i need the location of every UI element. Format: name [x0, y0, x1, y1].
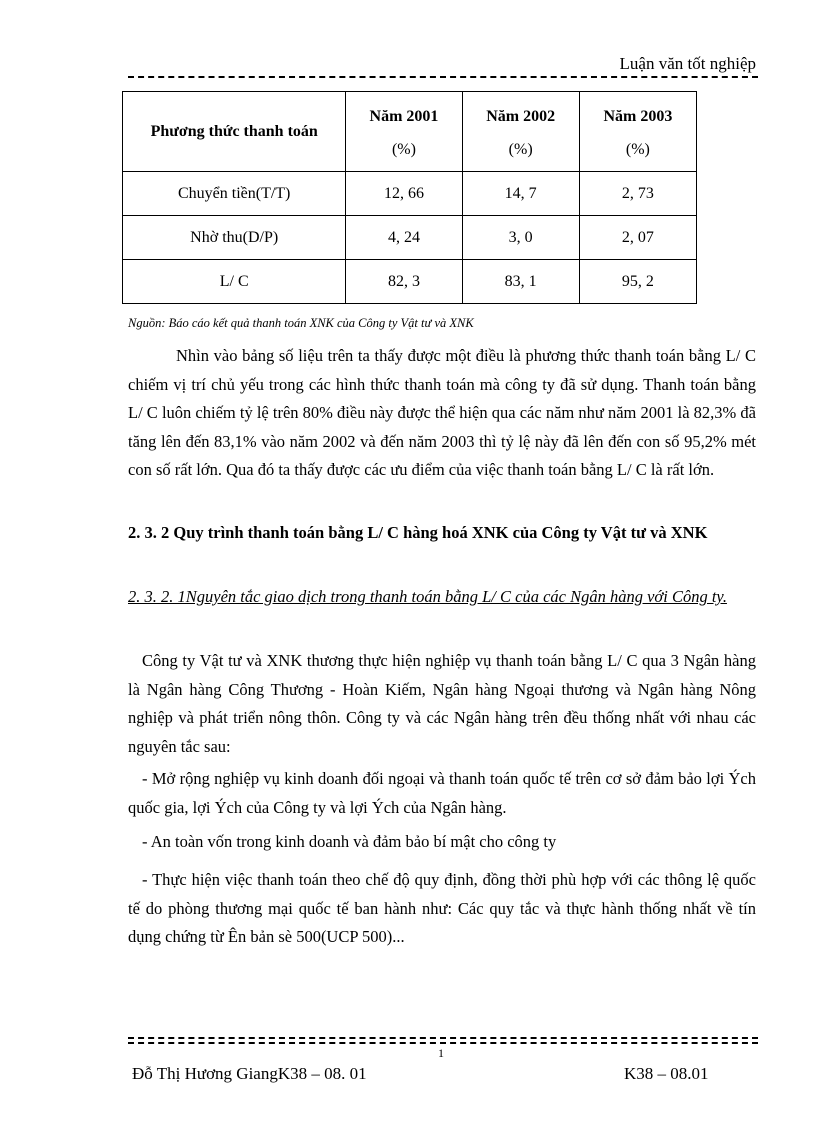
payment-methods-table — [122, 91, 697, 304]
table-cell: 83, 1 — [462, 260, 579, 304]
header-year-label: Năm 2003 — [603, 107, 673, 125]
page-number: 1 — [438, 1046, 444, 1060]
header-method-label: Phương thức thanh toán — [150, 122, 318, 140]
table-cell: 12, 66 — [346, 172, 462, 216]
table-header-cell — [346, 92, 462, 172]
header-title: Luận văn tốt nghiệp — [619, 54, 756, 73]
table-row — [123, 172, 697, 216]
principle-item — [128, 828, 756, 857]
analysis-paragraph — [128, 342, 756, 485]
table-header-cell — [579, 92, 696, 172]
header-unit-label: (%) — [625, 140, 650, 158]
header-unit-label: (%) — [508, 140, 533, 158]
table-cell: 3, 0 — [462, 216, 579, 260]
table-cell: 95, 2 — [579, 260, 696, 304]
table-cell: 14, 7 — [462, 172, 579, 216]
footer-author: Đỗ Thị Hương GiangK38 – 08. 01 — [132, 1064, 367, 1083]
principle-item — [128, 866, 756, 952]
header-year-label: Năm 2002 — [486, 107, 556, 125]
table-cell-method: L/ C — [123, 260, 346, 304]
list-item: - Thực hiện việc thanh toán theo chế độ quy định, đồng thời phù hợp với các thông lệ quốc tế do phòng thương mại quốc tế ban hành như: Các quy tắc và thực hành thống nhất về tín dụng chứng từ Ên bản sè 500(UCP 500)... — [128, 870, 756, 946]
table-cell: 4, 24 — [346, 216, 462, 260]
table-header-cell — [123, 92, 346, 172]
source-note: Nguồn: Báo cáo kết quả thanh toán XNK của Công ty Vật tư và XNK — [128, 316, 474, 330]
table-header-cell — [462, 92, 579, 172]
table-row — [123, 216, 697, 260]
table-cell-method: Chuyển tiền(T/T) — [123, 172, 346, 216]
principle-item — [128, 765, 756, 822]
subsection-heading: 2. 3. 2. 1Nguyên tắc giao dịch trong thanh toán bằng L/ C của các Ngân hàng với Công ty. — [128, 587, 727, 606]
footer-class: K38 – 08.01 — [624, 1064, 709, 1083]
table-cell: 2, 73 — [579, 172, 696, 216]
table-header-row — [123, 92, 697, 172]
paragraph-text: Nhìn vào bảng số liệu trên ta thấy được một điều là phương thức thanh toán bằng L/ C chiếm vị trí chủ yếu trong các hình thức thanh toán mà công ty đã sử dụng. Thanh toán bằng L/ C luôn chiếm tỷ lệ trên 80% điều này được thể hiện qua các năm như năm 2001 là 82,3% đã tăng lên đến 83,1% vào năm 2002 và đến năm 2003 thì tỷ lệ này đã lên đến con số 95,2% mét con số rất lớn. Qua đó ta thấy được các ưu điểm của việc thanh toán bằng L/ C là rất lớn. — [128, 346, 756, 479]
paragraph-text: Công ty Vật tư và XNK thương thực hiện nghiệp vụ thanh toán bằng L/ C qua 3 Ngân hàng là Ngân hàng Công Thương - Hoàn Kiếm, Ngân hàng Ngoại thương và Ngân hàng Nông nghiệp và phát triển nông thôn. Công ty và các Ngân hàng trên đều thống nhất với nhau các nguyên tắc sau: — [128, 651, 756, 756]
table-cell-method: Nhờ thu(D/P) — [123, 216, 346, 260]
section-heading: 2. 3. 2 Quy trình thanh toán bằng L/ C hàng hoá XNK của Công ty Vật tư và XNK — [128, 523, 708, 542]
table-cell: 2, 07 — [579, 216, 696, 260]
banks-paragraph — [128, 647, 756, 761]
table-row — [123, 260, 697, 304]
footer-divider — [128, 1037, 758, 1044]
list-item: - Mở rộng nghiệp vụ kinh doanh đối ngoại và thanh toán quốc tế trên cơ sở đảm bảo lợi Ých quốc gia, lợi Ých của Công ty và lợi Ých của Ngân hàng. — [128, 769, 756, 817]
header-year-label: Năm 2001 — [369, 107, 439, 125]
header-unit-label: (%) — [391, 140, 416, 158]
list-item: - An toàn vốn trong kinh doanh và đảm bảo bí mật cho công ty — [142, 832, 557, 851]
table-cell: 82, 3 — [346, 260, 462, 304]
header-divider — [128, 76, 758, 78]
